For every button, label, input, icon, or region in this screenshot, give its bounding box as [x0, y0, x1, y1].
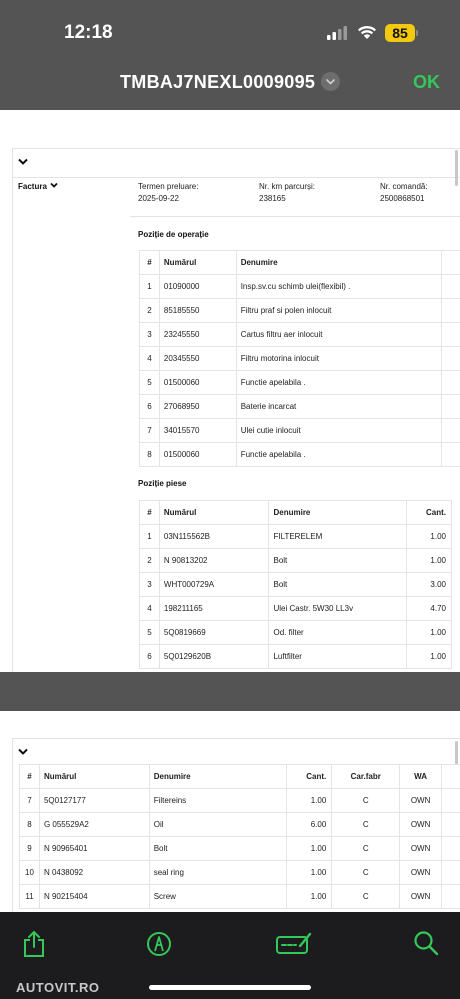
comanda-value: 2500868501 [380, 194, 425, 203]
status-bar [0, 0, 460, 66]
cell-denumire: Insp.sv.cu schimb ulei(flexibil) . [236, 275, 441, 299]
column-header: # [140, 251, 160, 275]
column-header: Denumire [149, 765, 287, 789]
table-row [20, 837, 460, 861]
cellular-signal-icon [327, 26, 347, 40]
cell-numar: 01500060 [159, 443, 236, 467]
navigation-bar [0, 66, 460, 104]
cell-denumire: Screw [149, 885, 287, 909]
table-row [20, 861, 460, 885]
column-header [442, 251, 460, 275]
table-row [140, 275, 460, 299]
column-header [442, 765, 460, 789]
cell-carfabr: C [332, 885, 400, 909]
cell-carfabr: C [332, 837, 400, 861]
cell-nr: 5 [140, 371, 160, 395]
cell-cant: 1.00 [287, 789, 332, 813]
cell-empty [442, 275, 460, 299]
cell-empty [442, 347, 460, 371]
document-title[interactable]: TMBAJ7NEXL0009095 [120, 72, 316, 92]
cell-denumire: seal ring [149, 861, 287, 885]
chevron-down-icon[interactable] [18, 748, 28, 756]
document-page-1 [0, 110, 460, 672]
cell-denumire: Luftfilter [269, 645, 407, 669]
signature-icon[interactable] [276, 931, 312, 957]
table-row [140, 395, 460, 419]
cell-wa: OWN [400, 789, 442, 813]
table-row [140, 443, 460, 467]
table-header-row [20, 765, 460, 789]
table-row [140, 323, 460, 347]
cell-cant: 1.00 [287, 861, 332, 885]
cell-nr: 8 [20, 813, 40, 837]
table-row [140, 347, 460, 371]
cell-numar: 5Q0129620B [159, 645, 269, 669]
page-gap [0, 672, 460, 711]
cell-nr: 4 [140, 347, 160, 371]
cell-nr: 3 [140, 323, 160, 347]
chevron-down-icon [321, 72, 340, 91]
cell-empty [442, 299, 460, 323]
cell-nr: 6 [140, 645, 160, 669]
cell-denumire: Bolt [269, 573, 407, 597]
column-header: Denumire [236, 251, 441, 275]
termen-label: Termen preluare: [138, 182, 199, 191]
cell-nr: 2 [140, 299, 160, 323]
section-divider [12, 177, 460, 178]
cell-wa: OWN [400, 861, 442, 885]
cell-carfabr: C [332, 861, 400, 885]
watermark-brand: AUTOVIT.RO [16, 980, 100, 995]
chevron-down-icon[interactable] [18, 158, 28, 166]
cell-nr: 3 [140, 573, 160, 597]
wifi-icon [357, 24, 377, 40]
cell-cant: 1.00 [407, 525, 452, 549]
share-icon[interactable] [22, 930, 46, 958]
column-header: WA [400, 765, 442, 789]
table-header-row [140, 501, 452, 525]
cell-numar: N 90813202 [159, 549, 269, 573]
piese-table [139, 500, 452, 669]
cell-numar: 23245550 [159, 323, 236, 347]
cell-denumire: Filtereins [149, 789, 287, 813]
table-row [140, 597, 452, 621]
cell-cant: 3.00 [407, 573, 452, 597]
cell-nr: 5 [140, 621, 160, 645]
cell-nr: 7 [140, 419, 160, 443]
battery-tip-icon [416, 30, 418, 36]
cell-numar: 20345550 [159, 347, 236, 371]
cell-nr: 4 [140, 597, 160, 621]
cell-denumire: Functie apelabila . [236, 371, 441, 395]
cell-numar: 198211165 [159, 597, 269, 621]
cell-empty [442, 861, 460, 885]
cell-cant: 1.00 [287, 837, 332, 861]
cell-denumire: Od. filter [269, 621, 407, 645]
cell-denumire: Functie apelabila . [236, 443, 441, 467]
cell-empty [442, 371, 460, 395]
comanda-label: Nr. comandă: [380, 182, 428, 191]
table-row [20, 813, 460, 837]
factura-label: Factura [18, 182, 47, 191]
column-header: Cant. [407, 501, 452, 525]
home-indicator[interactable] [149, 985, 311, 990]
cell-denumire: Bolt [269, 549, 407, 573]
cell-nr: 10 [20, 861, 40, 885]
cell-cant: 1.00 [407, 549, 452, 573]
cell-wa: OWN [400, 837, 442, 861]
column-header: # [20, 765, 40, 789]
cell-wa: OWN [400, 885, 442, 909]
cell-wa: OWN [400, 813, 442, 837]
column-header: Car.fabr [332, 765, 400, 789]
cell-empty [442, 789, 460, 813]
cell-nr: 7 [20, 789, 40, 813]
cell-numar: N 90965401 [39, 837, 149, 861]
cell-empty [442, 395, 460, 419]
cell-carfabr: C [332, 789, 400, 813]
termen-value: 2025-09-22 [138, 194, 179, 203]
operatii-table [139, 250, 460, 467]
column-header: Numărul [39, 765, 149, 789]
document-page-2 [0, 711, 460, 912]
table-row [140, 573, 452, 597]
table-row [140, 525, 452, 549]
cell-denumire: Oil [149, 813, 287, 837]
table-row [140, 645, 452, 669]
cell-numar: N 90215404 [39, 885, 149, 909]
table-row [20, 789, 460, 813]
cell-empty [442, 443, 460, 467]
cell-cant: 1.00 [287, 885, 332, 909]
cell-nr: 6 [140, 395, 160, 419]
cell-denumire: FILTERELEM [269, 525, 407, 549]
cell-cant: 4.70 [407, 597, 452, 621]
column-header: Denumire [269, 501, 407, 525]
operatii-title: Poziție de operație [138, 230, 209, 239]
markup-pen-icon[interactable] [146, 931, 172, 957]
cell-denumire: Cartus filtru aer inlocuit [236, 323, 441, 347]
cell-nr: 1 [140, 525, 160, 549]
piese-table-continued [19, 764, 460, 909]
cell-nr: 2 [140, 549, 160, 573]
cell-denumire: Ulei Castr. 5W30 LL3v [269, 597, 407, 621]
cell-cant: 1.00 [407, 645, 452, 669]
cell-cant: 1.00 [407, 621, 452, 645]
column-header: # [140, 501, 160, 525]
cell-numar: WHT000729A [159, 573, 269, 597]
cell-denumire: Filtru motorina inlocuit [236, 347, 441, 371]
battery-level: 85 [385, 24, 415, 42]
chevron-down-icon [50, 182, 58, 189]
cell-nr: 8 [140, 443, 160, 467]
cell-nr: 1 [140, 275, 160, 299]
table-row [140, 299, 460, 323]
table-row [140, 549, 452, 573]
cell-empty [442, 323, 460, 347]
column-header: Cant. [287, 765, 332, 789]
cell-empty [442, 813, 460, 837]
table-row [140, 371, 460, 395]
table-row [140, 621, 452, 645]
cell-numar: N 0438092 [39, 861, 149, 885]
cell-denumire: Baterie incarcat [236, 395, 441, 419]
cell-denumire: Ulei cutie inlocuit [236, 419, 441, 443]
cell-numar: 03N115562B [159, 525, 269, 549]
section-divider [130, 216, 460, 217]
km-label: Nr. km parcurși: [259, 182, 316, 191]
cell-numar: 5Q0127177 [39, 789, 149, 813]
piese-title: Poziție piese [138, 479, 187, 488]
column-header: Numărul [159, 251, 236, 275]
cell-numar: 34015570 [159, 419, 236, 443]
cell-empty [442, 419, 460, 443]
cell-numar: 01090000 [159, 275, 236, 299]
cell-denumire: Bolt [149, 837, 287, 861]
cell-numar: 5Q0819669 [159, 621, 269, 645]
scrollbar[interactable] [455, 150, 458, 186]
cell-denumire: Filtru praf si polen inlocuit [236, 299, 441, 323]
title-menu-button[interactable] [321, 72, 340, 91]
cell-numar: 01500060 [159, 371, 236, 395]
search-icon[interactable] [413, 930, 439, 956]
cell-empty [442, 837, 460, 861]
table-header-row [140, 251, 460, 275]
table-row [20, 885, 460, 909]
table-row [140, 419, 460, 443]
status-time: 12:18 [64, 22, 113, 43]
ok-button[interactable]: OK [413, 72, 440, 92]
cell-empty [442, 885, 460, 909]
cell-numar: 85185550 [159, 299, 236, 323]
cell-numar: G 055529A2 [39, 813, 149, 837]
cell-numar: 27068950 [159, 395, 236, 419]
km-value: 238165 [259, 194, 286, 203]
cell-carfabr: C [332, 813, 400, 837]
cell-cant: 6.00 [287, 813, 332, 837]
column-header: Numărul [159, 501, 269, 525]
cell-nr: 9 [20, 837, 40, 861]
factura-toggle[interactable] [18, 182, 58, 191]
cell-nr: 11 [20, 885, 40, 909]
